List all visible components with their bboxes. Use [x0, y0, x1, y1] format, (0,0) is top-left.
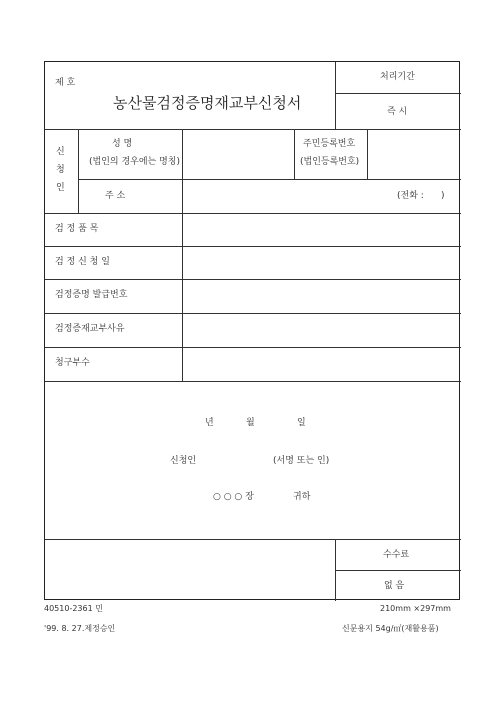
address-label: 주 소 [105, 191, 126, 201]
form-title: 농산물검정증명재교부신청서 [113, 94, 302, 112]
approval-note: '99. 8. 27.제정승인 [44, 624, 116, 633]
applicant-section-label: 신 [56, 147, 65, 157]
divider [335, 62, 336, 129]
divider [45, 381, 461, 382]
date-month: 월 [246, 418, 255, 428]
inspection-item-label: 검 정 품 목 [55, 224, 99, 234]
form-code: 40510-2361 민 [44, 604, 103, 613]
name-sub-label: (법인의 경우에는 명칭) [89, 157, 180, 167]
divider [45, 129, 461, 130]
addressee: ○ ○ ○ 장 [213, 492, 254, 502]
divider [335, 539, 336, 601]
fee-label: 수수료 [383, 550, 410, 560]
applicant-signature-label: 신청인 [170, 456, 197, 466]
divider [45, 246, 461, 247]
divider [45, 347, 461, 348]
divider [182, 129, 183, 381]
divider [45, 279, 461, 280]
divider [367, 129, 368, 179]
divider [45, 213, 461, 214]
reg-no-label: 주민등록번호 [303, 139, 356, 149]
divider [78, 129, 79, 213]
name-label: 성 명 [112, 139, 133, 149]
divider [294, 129, 295, 179]
divider [335, 570, 461, 571]
reg-no-sub-label: (법인등록번호) [300, 157, 360, 167]
application-form [44, 61, 460, 600]
applicant-section-label: 청 [56, 165, 65, 175]
date-year: 년 [205, 418, 214, 428]
divider [45, 539, 461, 540]
fee-value: 없 음 [384, 581, 405, 591]
inspection-date-label: 검 정 신 청 일 [55, 257, 110, 267]
date-day: 일 [297, 418, 306, 428]
addressee-honorific: 귀하 [293, 492, 311, 502]
form-number-label: 제 호 [55, 78, 76, 88]
divider [335, 93, 461, 94]
paper-size: 210mm ×297mm [380, 604, 451, 613]
divider [78, 179, 461, 180]
applicant-section-label: 인 [56, 183, 65, 193]
processing-period-value: 즉 시 [387, 107, 408, 117]
signature-note: (서명 또는 인) [273, 456, 330, 466]
phone-label: (전화 : ) [397, 191, 445, 201]
divider [45, 313, 461, 314]
copies-label: 청구부수 [55, 358, 90, 368]
processing-period-label: 처리기간 [380, 72, 415, 82]
paper-type: 신문용지 54g/㎡(재활용품) [342, 624, 439, 633]
reissue-reason-label: 검정증재교부사유 [55, 324, 125, 334]
certificate-number-label: 검정증명 발급번호 [55, 290, 128, 300]
